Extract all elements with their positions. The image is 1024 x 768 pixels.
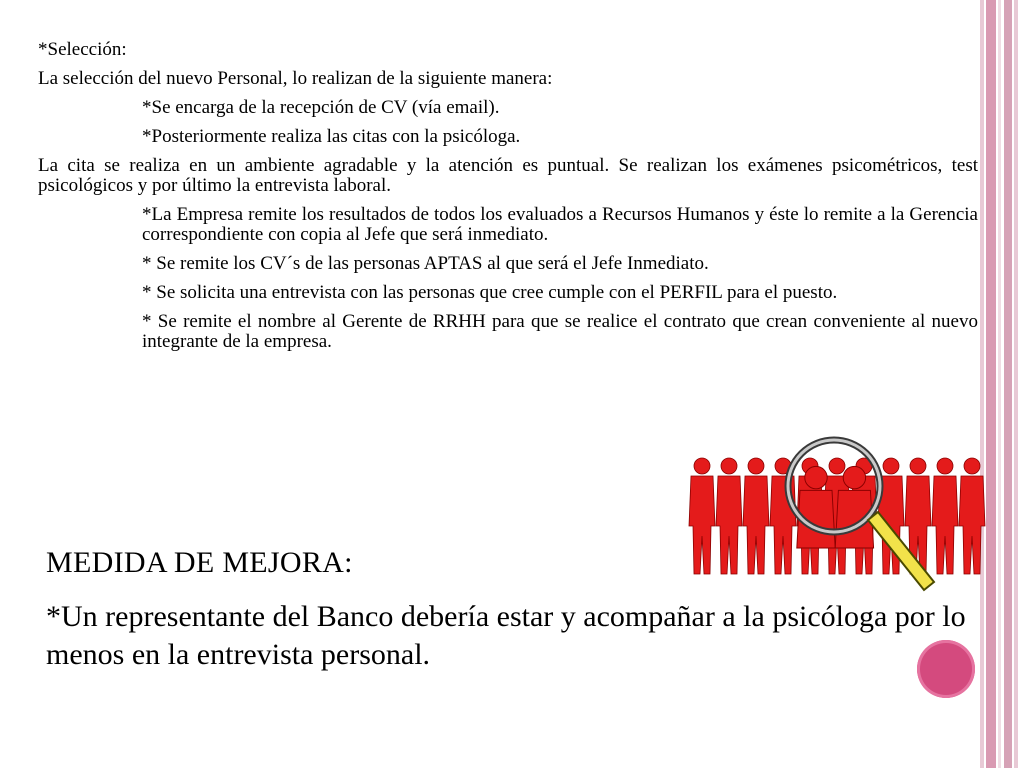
step-cvs-aptas: * Se remite los CV´s de las personas APTAS al que será el Jefe Inmediato.: [142, 253, 709, 274]
decorative-circle: [917, 640, 975, 698]
improvement-title: MEDIDA DE MEJORA:: [46, 546, 353, 579]
step-interview-request: * Se solicita una entrevista con las personas que cree cumple con el PERFIL para el puesto.: [142, 282, 838, 303]
improvement-body: *Un representante del Banco debería estar y acompañar a la psicóloga por lo menos en la entrevista personal.: [46, 600, 966, 671]
decorative-border: [998, 0, 1001, 768]
decorative-border: [986, 0, 996, 768]
step-psychologist-appointments: *Posteriormente realiza las citas con la psicóloga.: [142, 126, 521, 147]
selection-heading: *Selección:: [38, 39, 127, 60]
people-search-illustration: [684, 426, 990, 602]
selection-intro: La selección del nuevo Personal, lo realizan de la siguiente manera:: [38, 68, 553, 89]
appointment-paragraph: La cita se realiza en un ambiente agradable y la atención es puntual. Se realizan los exámenes psicométricos, test psicológicos y por último la entrevista laboral.: [38, 155, 978, 196]
decorative-border: [1014, 0, 1018, 768]
step-results-sent: *La Empresa remite los resultados de todos los evaluados a Recursos Humanos y éste lo remite a la Gerencia correspondiente con copia al Jefe que será inmediato.: [142, 204, 978, 245]
step-manager-contract: * Se remite el nombre al Gerente de RRHH para que se realice el contrato que crean conveniente al nuevo integrante de la empresa.: [142, 311, 978, 352]
step-cv-reception: *Se encarga de la recepción de CV (vía email).: [142, 97, 500, 118]
decorative-border: [1004, 0, 1012, 768]
decorative-border: [980, 0, 984, 768]
selection-section: [38, 40, 978, 361]
